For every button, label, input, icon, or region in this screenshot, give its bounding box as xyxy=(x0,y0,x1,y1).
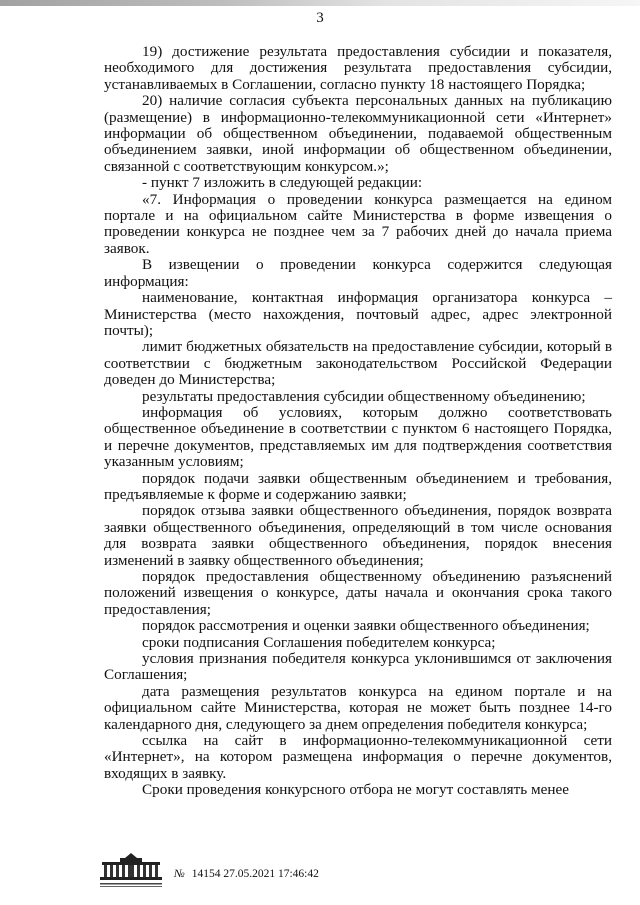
paragraph: лимит бюджетных обязательств на предоставление субсидии, который в соответствии с бюджетным законодательством Российской Федерации доведен до Министерства; xyxy=(104,338,612,389)
paragraph: 20) наличие согласия субъекта персональных данных на публикацию (размещение) в информационно-телекоммуникационной сети «Интернет» информации об общественном объединении, подаваемой общественным объединением заявки, иной информации об общественном объединении, связанной с соответствующим конкурсом.»; xyxy=(104,92,612,175)
paragraph: информация об условиях, которым должно соответствовать общественное объединение в соответствии с пунктом 6 настоящего Порядка, и перечне документов, представляемых им для подтверждения соответствия указанным условиям; xyxy=(104,403,612,471)
paragraph: порядок подачи заявки общественным объединением и требования, предъявляемые к форме и содержанию заявки; xyxy=(104,469,612,503)
paragraph: порядок рассмотрения и оценки заявки общественного объединения; xyxy=(142,617,590,635)
paragraph: 19) достижение результата предоставления субсидии и показателя, необходимого для достижения результата предоставления субсидии, устанавливаемых в Соглашении, согласно пункту 18 настоящего Порядка; xyxy=(104,43,612,93)
paragraph: сроки подписания Соглашения победителем конкурса; xyxy=(142,633,496,651)
paragraph: - пункт 7 изложить в следующей редакции: xyxy=(142,174,423,192)
scan-edge xyxy=(0,0,640,6)
doc-number: 14154 xyxy=(191,868,221,880)
paragraph: условия признания победителя конкурса уклонившимся от заключения Соглашения; xyxy=(104,650,612,684)
paragraph: дата размещения результатов конкурса на едином портале и на официальном сайте Министерства, которая не может быть позднее 14-го календарного дня, следующего за днем определения победителя конкурса; xyxy=(104,682,612,733)
paragraph: наименование, контактная информация организатора конкурса – Министерства (место нахождения, почтовый адрес, адрес электронной почты); xyxy=(104,289,612,339)
paragraph: порядок отзыва заявки общественного объединения, порядок возврата заявки общественного объединения, определяющий в том числе основания для возврата заявки общественного объединения, порядок внесения изменений в заявку общественного объединения; xyxy=(104,502,612,569)
document-registration-number xyxy=(174,868,319,880)
paragraph: Сроки проведения конкурсного отбора не могут составлять менее xyxy=(142,781,569,799)
page-number: 3 xyxy=(316,10,324,26)
registration-footer xyxy=(98,852,498,892)
paragraph: «7. Информация о проведении конкурса размещается на едином портале и на официальном сайте Министерства в форме извещения о проведении конкурса не позднее чем за 7 рабочих дней до начала приема заявок. xyxy=(104,190,612,257)
document-body xyxy=(104,44,612,799)
paragraph: результаты предоставления субсидии общественному объединению; xyxy=(142,387,586,405)
paragraph: В извещении о проведении конкурса содержится следующая информация: xyxy=(104,256,612,290)
government-building-icon xyxy=(98,852,164,890)
number-sign: № xyxy=(174,868,185,880)
doc-datetime: 27.05.2021 17:46:42 xyxy=(223,868,319,880)
paragraph: порядок предоставления общественному объединению разъяснений положений извещения о конкурсе, даты начала и окончания срока такого предоставления; xyxy=(104,568,612,618)
paragraph: ссылка на сайт в информационно-телекоммуникационной сети «Интернет», на котором размещена информация о перечне документов, входящих в заявку. xyxy=(104,732,612,782)
